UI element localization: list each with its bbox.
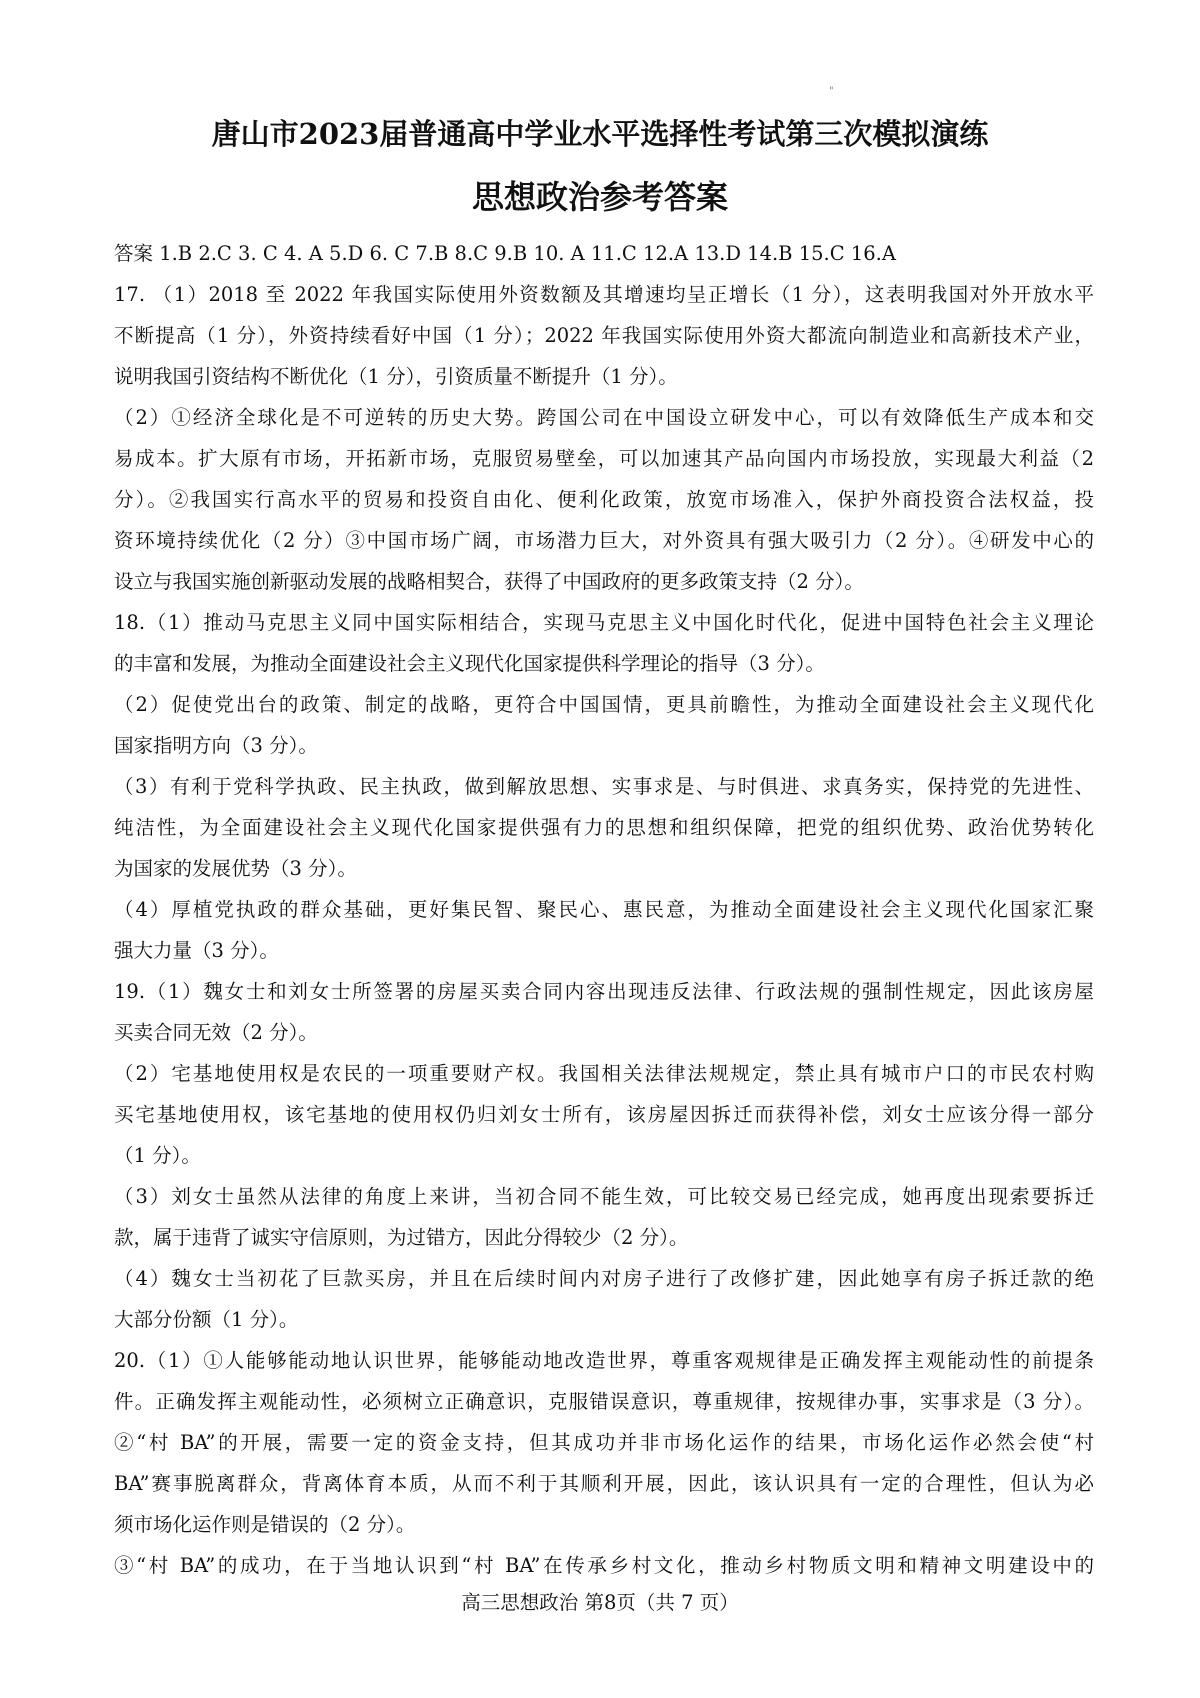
q19-line: 19.（1）魏女士和刘女士所签署的房屋买卖合同内容出现违反法律、行政法规的强制性规定，因此该房屋 bbox=[114, 980, 1094, 1003]
answer-body bbox=[114, 233, 1094, 1586]
q19-line: （1 分）。 bbox=[114, 1144, 201, 1167]
q19-line: 买宅基地使用权，该宅基地的使用权仍归刘女士所有，该房屋因拆迁而获得补偿，刘女士应该分得一部分 bbox=[114, 1103, 1094, 1126]
q17-line: 17. （1）2018 至 2022 年我国实际使用外资数额及其增速均呈正增长（1 分），这表明我国对外开放水平 bbox=[114, 283, 1094, 306]
q18-line: （4）厚植党执政的群众基础，更好集民智、聚民心、惠民意，为推动全面建设社会主义现代化国家汇聚 bbox=[114, 898, 1094, 921]
q19-line: 大部分份额（1 分）。 bbox=[114, 1308, 299, 1331]
q18-line: （2）促使党出台的政策、制定的战略，更符合中国国情，更具前瞻性，为推动全面建设社会主义现代化 bbox=[114, 693, 1094, 716]
q19-line: （4）魏女士当初花了巨款买房，并且在后续时间内对房子进行了改修扩建，因此她享有房子拆迁款的绝 bbox=[114, 1267, 1094, 1290]
q19-line: 款，属于违背了诚实守信原则，为过错方，因此分得较少（2 分）。 bbox=[114, 1226, 689, 1249]
q18-line: 纯洁性，为全面建设社会主义现代化国家提供强有力的思想和组织保障，把党的组织优势、政治优势转化 bbox=[114, 816, 1094, 839]
q17-line: 分）。②我国实行高水平的贸易和投资自由化、便利化政策，放宽市场准入，保护外商投资合法权益，投 bbox=[114, 488, 1094, 511]
q20-line: BA”赛事脱离群众，背离体育本质，从而不利于其顺利开展，因此，该认识具有一定的合理性，但认为必 bbox=[114, 1472, 1094, 1495]
q19-line: 买卖合同无效（2 分）。 bbox=[114, 1021, 318, 1044]
page-footer: 高三思想政治 第8页（共 7 页） bbox=[461, 1591, 739, 1614]
answer-key-line: 答案 1.B 2.C 3. C 4. A 5.D 6. C 7.B 8.C 9.B 10. A 11.C 12.A 13.D 14.B 15.C 16.A bbox=[114, 242, 896, 265]
q18-line: 18.（1）推动马克思主义同中国实际相结合，实现马克思主义中国化时代化，促进中国特色社会主义理论 bbox=[114, 611, 1094, 634]
q18-line: 强大力量（3 分）。 bbox=[114, 939, 279, 962]
q17-line: 易成本。扩大原有市场，开拓新市场，克服贸易壁垒，可以加速其产品向国内市场投放，实现最大利益（2 bbox=[114, 447, 1094, 470]
q17-line: 不断提高（1 分），外资持续看好中国（1 分）；2022 年我国实际使用外资大都流向制造业和高新技术产业， bbox=[114, 324, 1094, 347]
document-subtitle: 思想政治参考答案 bbox=[471, 178, 728, 216]
q18-line: （3）有利于党科学执政、民主执政，做到解放思想、实事求是、与时俱进、求真务实，保持党的先进性、 bbox=[114, 775, 1094, 798]
q18-line: 的丰富和发展，为推动全面建设社会主义现代化国家提供科学理论的指导（3 分）。 bbox=[114, 652, 825, 675]
q19-line: （3）刘女士虽然从法律的角度上来讲，当初合同不能生效，可比较交易已经完成，她再度出现索要拆迁 bbox=[114, 1185, 1094, 1208]
q17-line: 资环境持续优化（2 分）③中国市场广阔，市场潜力巨大，对外资具有强大吸引力（2 分）。④研发中心的 bbox=[114, 529, 1094, 552]
q17-line: 说明我国引资结构不断优化（1 分），引资质量不断提升（1 分）。 bbox=[114, 365, 678, 388]
q17-line: （2）①经济全球化是不可逆转的历史大势。跨国公司在中国设立研发中心，可以有效降低生产成本和交 bbox=[114, 406, 1094, 429]
document-title: 唐山市2023届普通高中学业水平选择性考试第三次模拟演练 bbox=[211, 117, 989, 151]
q20-line: 件。正确发挥主观能动性，必须树立正确意识，克服错误意识，尊重规律，按规律办事，实事求是（3 分）。 bbox=[114, 1390, 1094, 1413]
q20-line: 20.（1）①人能够能动地认识世界，能够能动地改造世界，尊重客观规律是正确发挥主观能动性的前提条 bbox=[114, 1349, 1094, 1372]
q18-line: 国家指明方向（3 分）。 bbox=[114, 734, 318, 757]
q17-line: 设立与我国实施创新驱动发展的战略相契合，获得了中国政府的更多政策支持（2 分）。 bbox=[114, 570, 864, 593]
q19-line: （2）宅基地使用权是农民的一项重要财产权。我国相关法律法规规定，禁止具有城市户口的市民农村购 bbox=[114, 1062, 1094, 1085]
q20-line: ③“村 BA”的成功，在于当地认识到“村 BA”在传承乡村文化，推动乡村物质文明和精神文明建设中的 bbox=[114, 1554, 1094, 1577]
q18-line: 为国家的发展优势（3 分）。 bbox=[114, 857, 357, 880]
q20-line: 须市场化运作则是错误的（2 分）。 bbox=[114, 1513, 416, 1536]
q20-line: ②“村 BA”的开展，需要一定的资金支持，但其成功并非市场化运作的结果，市场化运作必然会使“村 bbox=[114, 1431, 1094, 1454]
scan-mark: " bbox=[829, 86, 834, 97]
